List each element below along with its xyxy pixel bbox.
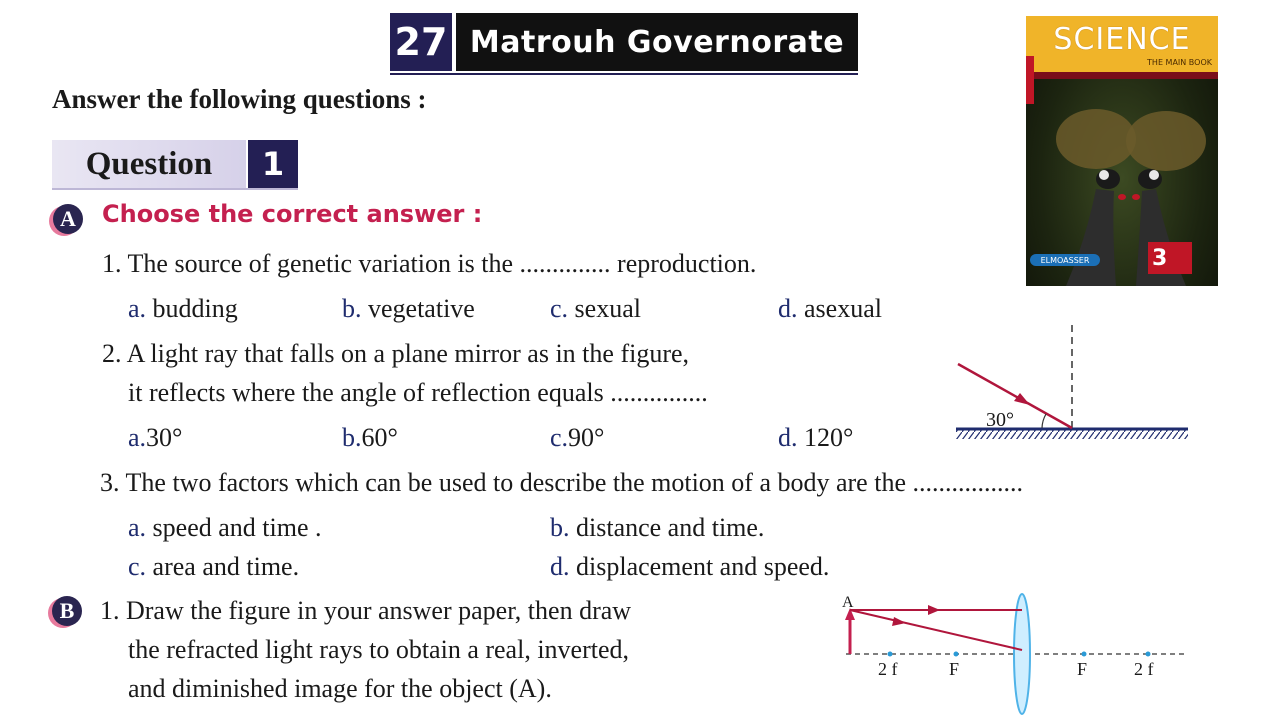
option-letter: c. [550, 423, 569, 452]
question-2-text-line-2: it reflects where the angle of reflection equals ............... [128, 378, 708, 407]
section-b-badge: B [52, 596, 82, 626]
cover-stripe [1026, 72, 1218, 79]
question-3-option-d[interactable] [550, 552, 829, 582]
option-letter: b. [550, 513, 570, 542]
option-text: sexual [574, 294, 641, 323]
cover-title: SCIENCE [1053, 22, 1191, 57]
option-letter: c. [550, 294, 569, 323]
ray-arrow-icon [1014, 393, 1030, 405]
ray-arrow-icon [892, 617, 906, 626]
option-text: distance and time. [576, 513, 765, 542]
question-3-option-b[interactable] [550, 513, 764, 543]
book-cover [1026, 16, 1218, 286]
option-letter: a. [128, 423, 147, 452]
option-letter: d. [778, 423, 798, 452]
instruction-text: Answer the following questions : [52, 84, 427, 114]
question-number: 1 [248, 140, 298, 188]
cover-brand-logo: ELMOASSER [1030, 254, 1100, 266]
question-tab-divider [52, 188, 298, 190]
section-a-badge: A [53, 204, 83, 234]
option-text: 60° [361, 423, 398, 452]
option-letter: a. [128, 513, 147, 542]
point-f-left [954, 652, 959, 657]
option-text: 120° [804, 423, 854, 452]
label-2f-left: 2 f [878, 659, 898, 679]
point-f-right [1082, 652, 1087, 657]
option-letter: a. [128, 294, 147, 323]
section-b-text-line-2: the refracted light rays to obtain a real, inverted, [128, 635, 630, 664]
option-text: area and time. [152, 552, 300, 581]
question-1-option-a[interactable] [128, 294, 238, 324]
header-divider [390, 73, 858, 75]
question-3-text: 3. The two factors which can be used to describe the motion of a body are the ................. [100, 468, 1023, 497]
question-2-option-b[interactable] [342, 423, 398, 453]
angle-label: 30° [986, 409, 1014, 431]
option-letter: b. [342, 423, 362, 452]
convex-lens [1014, 594, 1030, 714]
option-letter: d. [550, 552, 570, 581]
section-b-text-line-1: 1. Draw the figure in your answer paper, then draw [100, 596, 632, 625]
question-3-option-a[interactable] [128, 513, 322, 543]
cover-subtitle: THE MAIN BOOK [1147, 58, 1212, 67]
mirror-hatching [956, 430, 1188, 439]
question-1-option-c[interactable] [550, 294, 641, 324]
question-2-option-a[interactable] [128, 423, 182, 453]
chapter-number: 27 [390, 13, 452, 71]
option-text: asexual [804, 294, 882, 323]
mirror-reflection-figure [950, 320, 1194, 448]
question-3-option-c[interactable] [128, 552, 299, 582]
object-label: A [842, 594, 854, 611]
section-a-title: Choose the correct answer : [102, 200, 483, 228]
label-2f-right: 2 f [1134, 659, 1154, 679]
option-text: vegetative [368, 294, 475, 323]
option-text: budding [152, 294, 238, 323]
option-text: 90° [568, 423, 605, 452]
center-ray [850, 610, 1022, 650]
label-f-right: F [1077, 659, 1088, 679]
cover-grade-badge: 3 [1148, 242, 1192, 274]
option-letter: b. [342, 294, 362, 323]
option-text: displacement and speed. [576, 552, 830, 581]
question-1-option-d[interactable] [778, 294, 882, 324]
option-text: 30° [146, 423, 183, 452]
question-label: Question [85, 145, 213, 182]
point-2f-right [1146, 652, 1151, 657]
option-text: speed and time . [152, 513, 322, 542]
question-2-text-line-1: 2. A light ray that falls on a plane mirror as in the figure, [102, 339, 690, 368]
question-2-option-d[interactable] [778, 423, 853, 453]
question-1-option-b[interactable] [342, 294, 475, 324]
point-2f-left [888, 652, 893, 657]
question-1-text: 1. The source of genetic variation is the .............. reproduction. [102, 249, 757, 278]
question-2-option-c[interactable] [550, 423, 604, 453]
option-letter: d. [778, 294, 798, 323]
page-title: Matrouh Governorate [456, 13, 858, 71]
ray-arrow-icon [928, 605, 940, 615]
option-letter: c. [128, 552, 147, 581]
section-b-text-line-3: and diminished image for the object (A). [128, 674, 552, 703]
angle-arc [1042, 414, 1046, 428]
convex-lens-figure [836, 588, 1196, 718]
label-f-left: F [949, 659, 960, 679]
incident-ray [958, 364, 1072, 428]
